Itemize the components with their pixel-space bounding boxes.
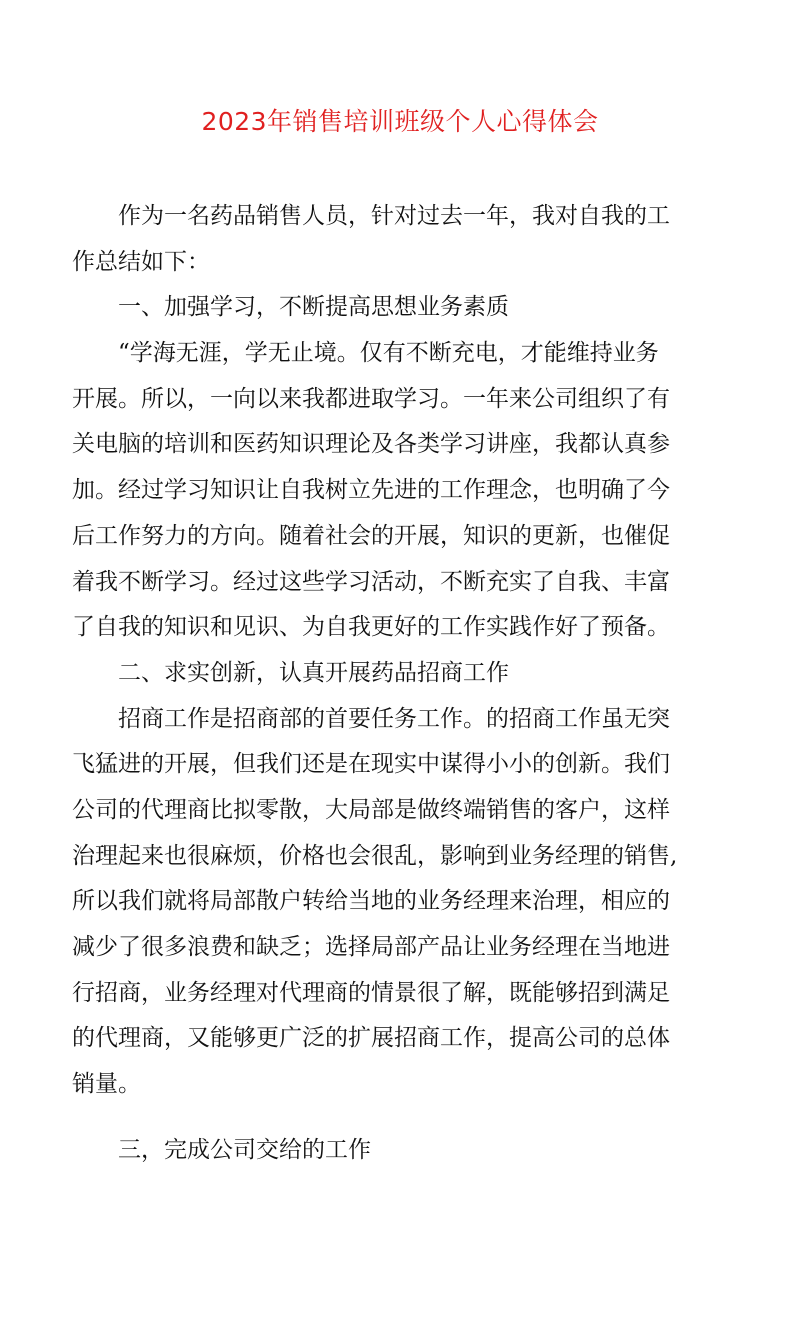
paragraph-line: 作总结如下：: [72, 248, 210, 275]
paragraph-line: 招商工作是招商部的首要任务工作。的招商工作虽无突: [118, 705, 670, 732]
paragraph-line: 减少了很多浪费和缺乏；选择局部产品让业务经理在当地进: [72, 934, 670, 960]
paragraph-line: “学海无涯，学无止境。仅有不断充电，才能维持业务: [118, 340, 659, 367]
paragraph-line: 行招商，业务经理对代理商的情景很了解，既能够招到满足: [72, 979, 670, 1006]
section-heading: 三，完成公司交给的工作: [118, 1136, 371, 1163]
paragraph-line: 销量。: [72, 1071, 141, 1098]
paragraph-line: 飞猛进的开展，但我们还是在现实中谋得小小的创新。我们: [72, 751, 670, 778]
paragraph-line: 关电脑的培训和医药知识理论及各类学习讲座，我都认真参: [72, 431, 670, 458]
paragraph-line: 治理起来也很麻烦，价格也会很乱，影响到业务经理的销售,: [72, 842, 678, 869]
document-title: 2023年销售培训班级个人心得体会: [201, 107, 599, 136]
paragraph-line: 加。经过学习知识让自我树立先进的工作理念，也明确了今: [72, 477, 670, 504]
section-heading: 一、加强学习，不断提高思想业务素质: [118, 294, 509, 321]
paragraph-line: 所以我们就将局部散户转给当地的业务经理来治理，相应的: [72, 888, 670, 915]
paragraph-line: 着我不断学习。经过这些学习活动，不断充实了自我、丰富: [72, 568, 670, 595]
paragraph-line: 的代理商，又能够更广泛的扩展招商工作，提高公司的总体: [72, 1025, 670, 1052]
paragraph-line: 开展。所以，一向以来我都进取学习。一年来公司组织了有: [72, 385, 670, 412]
section-heading: 二、求实创新，认真开展药品招商工作: [118, 659, 509, 686]
paragraph-line: 公司的代理商比拟零散，大局部是做终端销售的客户，这样: [72, 796, 670, 823]
paragraph-line: 后工作努力的方向。随着社会的开展，知识的更新，也催促: [72, 522, 670, 549]
paragraph-line: 了自我的知识和见识、为自我更好的工作实践作好了预备。: [72, 614, 670, 641]
paragraph-line: 作为一名药品销售人员，针对过去一年，我对自我的工: [118, 203, 670, 229]
document-body: [72, 194, 728, 1173]
